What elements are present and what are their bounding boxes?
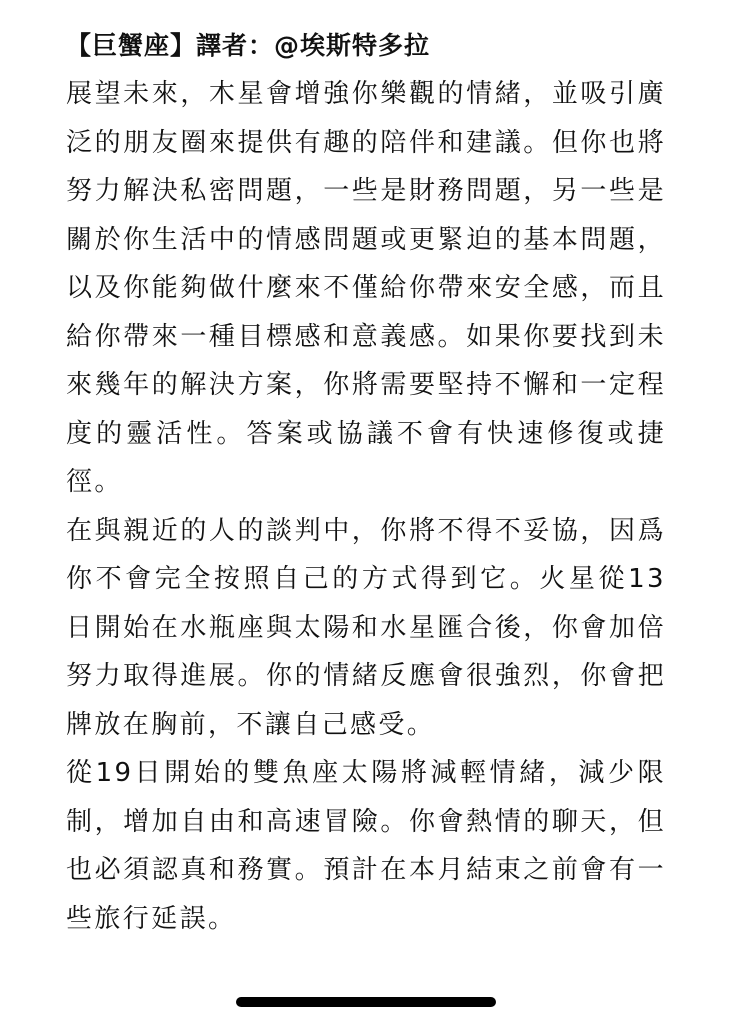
article-title: 【巨蟹座】譯者：@埃斯特多拉 <box>66 31 431 60</box>
home-indicator[interactable] <box>236 997 496 1007</box>
article-paragraph-1: 展望未來，木星會增強你樂觀的情緒，並吸引廣泛的朋友圈來提供有趣的陪伴和建議。但你也將努力解決私密問題，一些是財務問題，另一些是關於你生活中的情感問題或更緊迫的基本問題，以及你能夠做什麼來不僅給你帶來安全感，而且給你帶來一種目標感和意義感。如果你要找到未來幾年的解決方案，你將需要堅持不懈和一定程度的靈活性。答案或協議不會有快速修復或捷徑。 <box>66 79 666 497</box>
article-paragraph-2: 在與親近的人的談判中，你將不得不妥協，因爲你不會完全按照自己的方式得到它。火星從13日開始在水瓶座與太陽和水星匯合後，你會加倍努力取得進展。你的情緒反應會很強烈，你會把牌放在胸前，不讓自己感受。 <box>66 515 666 740</box>
article <box>66 22 666 943</box>
article-paragraph-3: 從19日開始的雙魚座太陽將減輕情緒，減少限制，增加自由和高速冒險。你會熱情的聊天，但也必須認真和務實。預計在本月結束之前會有一些旅行延誤。 <box>66 758 666 934</box>
